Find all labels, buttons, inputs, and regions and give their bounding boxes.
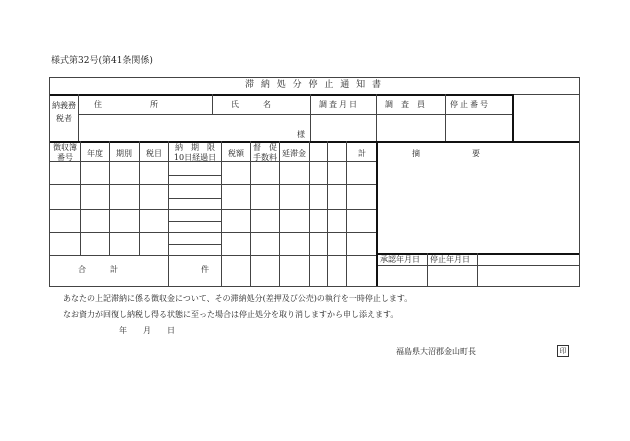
total-header: 計 — [358, 149, 366, 158]
period-header: 期別 — [116, 149, 132, 158]
honorific: 様 — [297, 130, 305, 139]
overdue-header: 10日経過日 — [173, 153, 217, 162]
reminder-fee-header: 督 促 — [253, 143, 277, 152]
approved-label: 承認年月日 — [380, 255, 420, 264]
survey-date-label: 調査月日 — [319, 100, 359, 109]
year-header: 年度 — [87, 149, 103, 158]
stopped-label: 停止年月日 — [430, 255, 470, 264]
address-field[interactable] — [80, 116, 308, 140]
mayor-name: 福島県大沼郡金山町長 — [396, 347, 476, 356]
notice-line-2: なお資力が回復し納税し得る状態に至った場合は停止処分を取り消しますから申し添えます。 — [63, 310, 399, 319]
tax-amount-header: 税額 — [228, 149, 244, 158]
name-label: 氏 名 — [231, 100, 271, 109]
tax-item-header: 税目 — [146, 149, 162, 158]
due-date-header: 納 期 限 — [175, 143, 215, 152]
stop-number-label: 停止番号 — [450, 100, 490, 109]
seal-stamp: 印 — [557, 345, 569, 357]
count-label: 件 — [201, 265, 209, 274]
form-title: 滞 納 処 分 停 止 通 知 書 — [245, 80, 383, 90]
form-number: 様式第32号(第41条関係) — [51, 56, 153, 66]
reminder-fee-header-2: 手数料 — [253, 153, 277, 162]
delinquent-header: 延滞金 — [282, 149, 306, 158]
taxpayer-label: 納義務税者 — [52, 101, 76, 123]
notice-line-1: あなたの上記滞納に係る徴収金について、その滞納処分(差押及び公売)の執行を一時停止します。 — [63, 294, 413, 303]
collection-no-header: 徴収簿番号 — [53, 143, 77, 162]
notice-date: 年 月 日 — [119, 326, 175, 335]
summary-header: 摘 要 — [412, 149, 482, 158]
total-label: 合 計 — [78, 265, 118, 274]
address-label: 住 所 — [94, 100, 158, 109]
investigator-label: 調 査 員 — [385, 100, 425, 109]
